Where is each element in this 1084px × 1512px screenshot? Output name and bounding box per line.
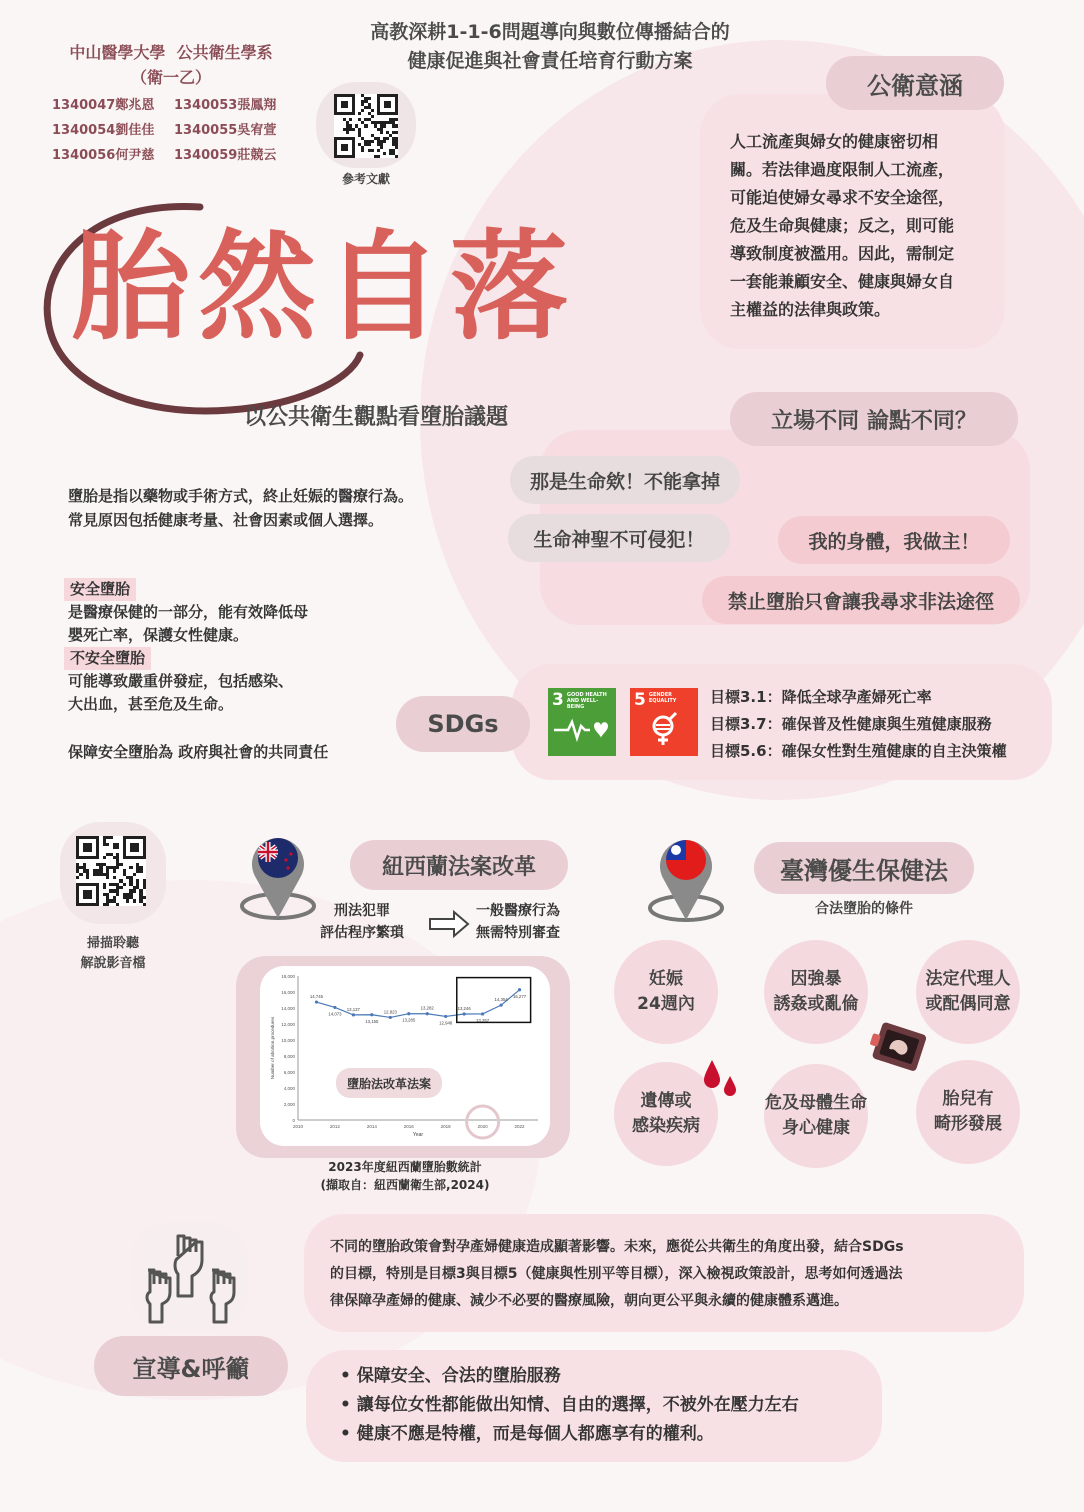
condition-line: 因強暴 [790, 969, 842, 990]
data-point [444, 1015, 447, 1018]
y-tick-label: 0 [292, 1118, 295, 1123]
audio-qr-label [60, 934, 166, 974]
condition-circle [764, 1064, 868, 1168]
nz-from [320, 900, 404, 944]
ph-line: 可能迫使婦女尋求不安全途徑， [730, 188, 955, 207]
advocacy-bullet: • 健康不應是特權，而是每個人都應享有的權利。 [340, 1424, 714, 1444]
chart-caption-line: (擷取自：紐西蘭衛生部,2024) [320, 1178, 490, 1192]
intro-text [68, 484, 413, 532]
condition-line: 身心健康 [782, 1118, 850, 1138]
audio-qr-code[interactable] [76, 836, 146, 906]
ph-line: 危及生命與健康；反之，則可能 [730, 216, 955, 235]
quote-bubble: 禁止墮胎只會讓我尋求非法途徑 [702, 576, 1020, 624]
qr-module [106, 843, 109, 846]
x-tick-label: 2012 [329, 1124, 340, 1129]
sdg5-number: 5 [634, 690, 646, 710]
qr-module [371, 149, 374, 152]
taiwan-title: 臺灣優生保健法 [754, 842, 974, 894]
member: 1340056何尹慈 [52, 148, 155, 163]
safe-abortion-block [64, 578, 308, 716]
x-tick-label: 2018 [440, 1124, 451, 1129]
qr-module [133, 873, 136, 876]
data-point [389, 1016, 392, 1019]
y-axis-label: Number of abortion procedures [270, 1016, 275, 1080]
data-label: 13,282 [420, 1005, 434, 1011]
condition-line: 胎兒有 [942, 1089, 994, 1110]
qr-module [143, 896, 146, 899]
condition-line: 畸形發展 [934, 1114, 1002, 1134]
intro-line: 墮胎是指以藥物或手術方式，終止妊娠的醫療行為。 [68, 487, 414, 505]
member: 1340053張鳳翔 [174, 98, 277, 113]
qr-module [106, 876, 109, 879]
heartbeat-icon [552, 712, 610, 746]
y-tick-label: 8,000 [283, 1054, 295, 1059]
class-name: （衛一乙） [130, 68, 211, 87]
qr-module [106, 903, 109, 906]
conclusion-text [330, 1234, 904, 1315]
condition-line: 遺傳或 [640, 1091, 692, 1112]
y-tick-label: 18,000 [281, 974, 295, 979]
sdg-target: 目標5.6：確保女性對生殖健康的自主決策權 [710, 742, 1007, 760]
qr-module [383, 140, 386, 143]
y-tick-label: 4,000 [283, 1086, 295, 1091]
qr-module [346, 131, 349, 134]
data-label: 13,246 [457, 1006, 471, 1012]
qr-module [361, 149, 364, 152]
sdgs-label: SDGs [396, 696, 530, 752]
y-tick-label: 6,000 [283, 1070, 295, 1075]
nz-to-line: 一般醫療行為 [476, 903, 560, 919]
quote-bubble: 生命神聖不可侵犯！ [508, 514, 730, 562]
data-label: 16,277 [512, 993, 527, 999]
x-tick-label: 2016 [403, 1124, 414, 1129]
qr-module [377, 155, 380, 158]
condition-line: 或配偶同意 [925, 994, 1011, 1014]
qr-module [133, 899, 136, 902]
qr-module [358, 112, 361, 115]
nz-from-line: 評估程序繁瑣 [320, 925, 404, 941]
data-line [316, 990, 519, 1018]
data-label: 14,073 [328, 1011, 342, 1017]
sdg5-text: GENDER EQUALITY [648, 692, 677, 704]
member: 1340055吳宥萱 [174, 123, 277, 138]
highlight-circle [467, 1106, 499, 1138]
sdg3-text: GOOD HEALTH AND WELL-BEING [566, 692, 607, 710]
condition-line: 妊娠 [649, 969, 683, 990]
qr-module [116, 903, 119, 906]
advocacy-title: 宣導&呼籲 [94, 1336, 288, 1396]
safe-label: 安全墮胎 [64, 578, 136, 601]
ph-line: 一套能兼顧安全、健康與婦女自 [730, 272, 955, 291]
y-tick-label: 14,000 [281, 1006, 295, 1011]
chart-caption [300, 1158, 510, 1194]
gender-equality-icon [634, 709, 692, 747]
ph-line: 人工流產與婦女的健康密切相 [730, 132, 939, 151]
condition-circle [764, 940, 868, 1044]
qr-module [368, 97, 371, 100]
qr-module [126, 899, 129, 902]
qr-module [143, 886, 146, 889]
qr-finder [123, 836, 146, 859]
data-point [426, 1012, 429, 1015]
x-tick-label: 2010 [292, 1124, 304, 1129]
qr-module [86, 876, 89, 879]
qr-finder [76, 883, 99, 906]
nz-to [476, 900, 560, 944]
arrow-right-icon [428, 910, 470, 938]
member: 1340059莊競云 [174, 148, 277, 163]
y-tick-label: 12,000 [281, 1022, 295, 1027]
data-label: 14,745 [309, 994, 324, 1000]
x-tick-label: 2022 [514, 1124, 525, 1129]
y-tick-label: 10,000 [281, 1038, 295, 1043]
unsafe-line: 大出血，甚至危及生命。 [68, 695, 234, 713]
qr-module [380, 131, 383, 134]
qr-module [395, 118, 398, 121]
qr-finder [334, 94, 355, 115]
qr-module [103, 856, 106, 859]
sdg3-icon [548, 688, 616, 756]
qr-module [116, 846, 119, 849]
data-label: 14,354 [494, 997, 508, 1003]
qr-module [79, 873, 82, 876]
chart-caption-line: 2023年度紐西蘭墮胎數統計 [328, 1160, 482, 1174]
qr-module [76, 876, 79, 879]
qr-module [349, 118, 352, 121]
qr-module [364, 124, 367, 127]
member-list [52, 94, 292, 163]
x-tick-label: 2014 [366, 1124, 377, 1129]
intro-line: 常見原因包括健康考量、社會因素或個人選擇。 [68, 511, 384, 529]
stances-title: 立場不同 論點不同？ [730, 392, 1018, 446]
main-title: 胎然自落 [72, 218, 577, 356]
qr-module [116, 866, 119, 869]
data-point [499, 1004, 502, 1007]
qr-module [361, 109, 364, 112]
audio-qr-label-line: 解說影音檔 [80, 956, 146, 971]
y-tick-label: 16,000 [281, 990, 295, 995]
header-title-line1: 高教深耕1-1-6問題導向與數位傳播結合的 [370, 21, 730, 43]
x-axis-label: Year [412, 1132, 424, 1138]
public-health-text [730, 128, 990, 324]
dept-name: 中山醫學大學 公共衛生學系 [69, 43, 273, 62]
taiwan-subtitle: 合法墮胎的條件 [815, 901, 913, 917]
qr-module [395, 146, 398, 149]
qr-module [129, 866, 132, 869]
unsafe-label: 不安全墮胎 [64, 647, 151, 670]
qr-finder [76, 836, 99, 859]
sdg-target: 目標3.1：降低全球孕產婦死亡率 [710, 688, 932, 706]
qr-module [395, 155, 398, 158]
qr-module [123, 883, 126, 886]
qr-module [133, 889, 136, 892]
reference-qr-label: 參考文獻 [341, 172, 390, 186]
data-label: 13,137 [346, 1006, 360, 1012]
unsafe-line: 可能導致嚴重併發症，包括感染、 [68, 672, 294, 690]
data-label: 12,948 [439, 1020, 453, 1026]
qr-module [371, 109, 374, 112]
blood-drops-icon [700, 1056, 740, 1100]
sdg-target: 目標3.7：確保普及性健康與生殖健康服務 [710, 715, 992, 733]
data-point [352, 1013, 355, 1016]
qr-module [380, 146, 383, 149]
ph-line: 關。若法律過度限制人工流產， [730, 160, 955, 179]
condition-line: 感染疾病 [632, 1116, 700, 1136]
audio-qr-label-line: 掃描聆聽 [86, 936, 139, 951]
qr-module [119, 863, 122, 866]
safe-line: 嬰死亡率，保護女性健康。 [68, 626, 249, 644]
qr-module [116, 893, 119, 896]
nz-from-line: 刑法犯罪 [334, 903, 390, 919]
data-point [333, 1006, 336, 1009]
qr-module [143, 903, 146, 906]
raised-fists-icon [140, 1226, 244, 1326]
qr-module [139, 869, 142, 872]
taiwan-location-pin-icon [644, 828, 728, 928]
qr-module [119, 886, 122, 889]
author-block [46, 40, 296, 88]
qr-module [395, 131, 398, 134]
member: 1340054劉佳佳 [52, 123, 155, 138]
qr-module [371, 140, 374, 143]
y-tick-label: 2,000 [283, 1102, 295, 1107]
condition-line: 法定代理人 [925, 969, 1011, 990]
advocacy-bullet: • 讓每位女性都能做出知情、自由的選擇，不被外在壓力左右 [340, 1395, 799, 1415]
qr-finder [334, 137, 355, 158]
data-label: 13,155 [365, 1018, 379, 1024]
condition-line: 危及母體生命 [765, 1093, 867, 1114]
qr-module [395, 124, 398, 127]
chart-reform-tag: 墮胎法改革法案 [336, 1068, 442, 1098]
qr-module [113, 869, 116, 872]
qr-module [383, 124, 386, 127]
abortion-line-chart [262, 968, 548, 1144]
ph-line: 主權益的法律與政策。 [730, 300, 891, 319]
qr-finder [377, 94, 398, 115]
qr-module [103, 886, 106, 889]
condition-line: 24週內 [637, 994, 695, 1014]
qr-module [368, 143, 371, 146]
conclusion-line: 律保障孕產婦的健康、減少不必要的醫療風險，朝向更公平與永續的健康體系邁進。 [330, 1293, 848, 1309]
data-label: 13,285 [402, 1017, 416, 1023]
quote-bubble: 那是生命欸！不能拿掉 [510, 456, 740, 504]
ph-line: 導致制度被濫用。因此，需制定 [730, 244, 955, 263]
sdg5-icon [630, 688, 698, 756]
nz-title: 紐西蘭法案改革 [350, 840, 568, 890]
data-label: 13,257 [476, 1017, 490, 1023]
data-point [315, 1000, 318, 1003]
data-point [518, 988, 521, 991]
qr-module [377, 149, 380, 152]
reference-qr-code[interactable] [334, 94, 398, 158]
sdg3-number: 3 [552, 690, 564, 710]
qr-module [383, 152, 386, 155]
qr-module [109, 836, 112, 839]
nz-to-line: 無需特別審查 [476, 925, 560, 941]
data-point [370, 1013, 373, 1016]
subtitle: 以公共衛生觀點看墮胎議題 [244, 405, 509, 430]
qr-module [386, 137, 389, 140]
responsibility-text: 保障安全墮胎為 政府與社會的共同責任 [68, 743, 329, 761]
data-point [481, 1012, 484, 1015]
public-health-title: 公衛意涵 [826, 56, 1004, 110]
data-point [463, 1012, 466, 1015]
conclusion-line: 不同的墮胎政策會對孕產婦健康造成顯著影響。未來，應從公共衛生的角度出發，結合SDGs [330, 1239, 904, 1255]
safe-line: 是醫療保健的一部分，能有效降低母 [68, 603, 309, 621]
data-label: 12,823 [383, 1009, 397, 1015]
ultrasound-icon [868, 1020, 932, 1076]
condition-circle [614, 940, 718, 1044]
header-title [300, 18, 800, 76]
data-point [407, 1012, 410, 1015]
qr-module [113, 876, 116, 879]
quote-bubble: 我的身體，我做主！ [778, 516, 1010, 564]
sdg-targets [710, 684, 1007, 765]
conclusion-line: 的目標，特別是目標3與目標5（健康與性別平等目標），深入檢視政策設計，思考如何透過法 [330, 1266, 903, 1282]
advocacy-bullet: • 保障安全、合法的墮胎服務 [340, 1366, 561, 1386]
qr-module [371, 115, 374, 118]
advocacy-bullets [340, 1362, 799, 1449]
header-title-line2: 健康促進與社會責任培育行動方案 [407, 50, 693, 72]
condition-line: 誘姦或亂倫 [773, 994, 859, 1014]
x-tick-label: 2020 [477, 1124, 488, 1129]
qr-module [352, 128, 355, 131]
member: 1340047鄭兆恩 [52, 98, 155, 113]
nz-location-pin-icon [236, 826, 320, 926]
